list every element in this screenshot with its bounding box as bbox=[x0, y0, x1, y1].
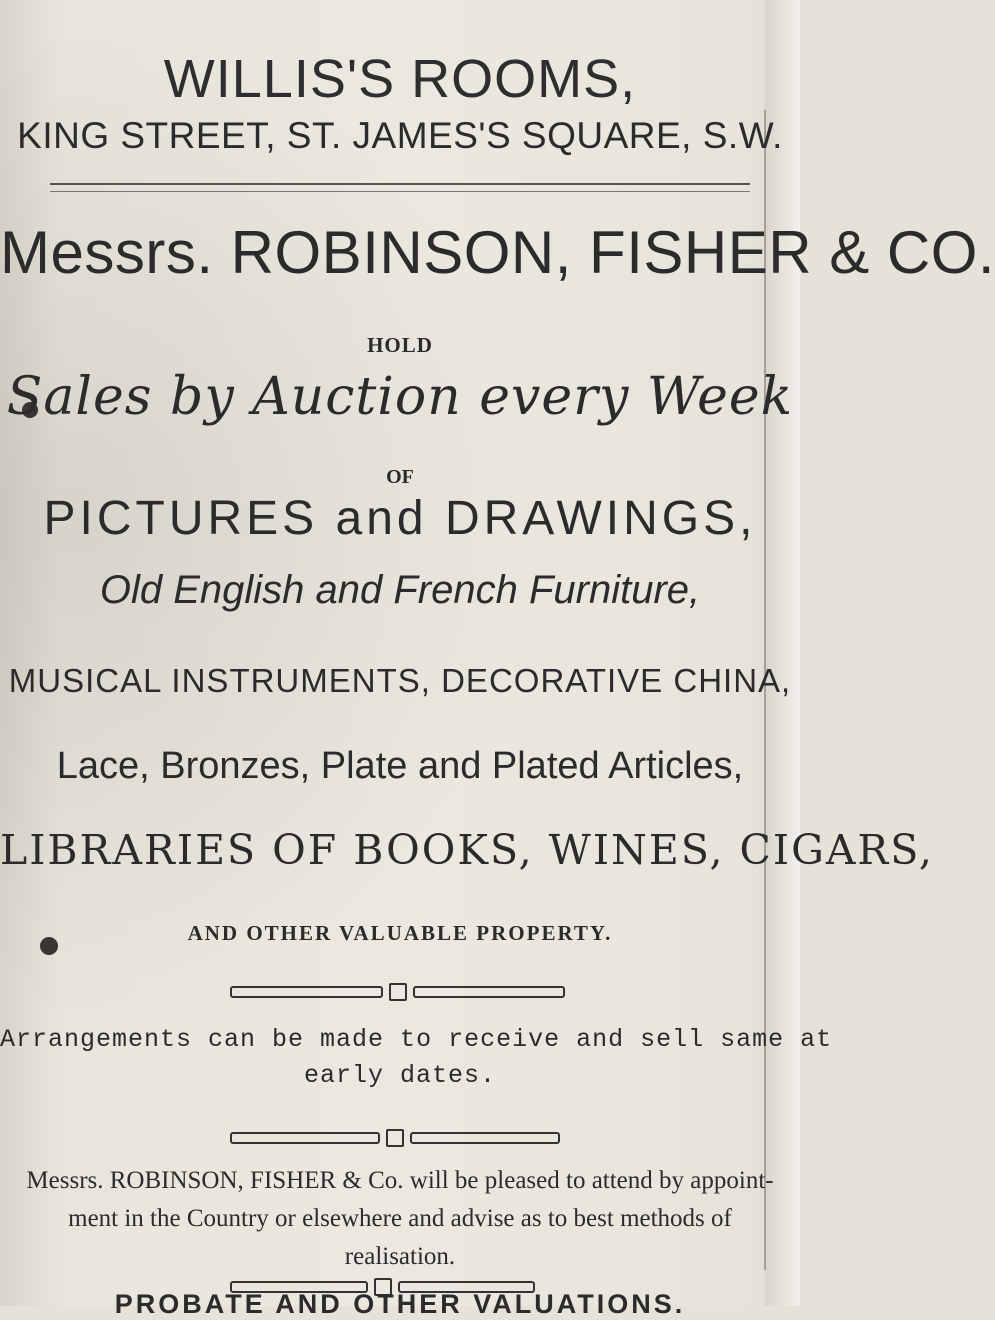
musical-line: MUSICAL INSTRUMENTS, DECORATIVE CHINA, bbox=[8, 662, 792, 699]
venue-title: WILLIS'S ROOMS, bbox=[163, 49, 637, 109]
hold-label: HOLD bbox=[367, 333, 433, 357]
furniture-line: Old English and French Furniture, bbox=[99, 568, 701, 612]
country-line-2: ment in the Country or elsewhere and advise as to best methods of bbox=[68, 1205, 732, 1232]
divider-ornament bbox=[230, 1130, 560, 1146]
divider-ornament bbox=[230, 984, 565, 1000]
page-edge bbox=[765, 0, 800, 1306]
libraries-line: LIBRARIES OF BOOKS, WINES, CIGARS, bbox=[0, 826, 934, 874]
sales-line: Sales by Auction every Week bbox=[6, 367, 794, 427]
other-property-line: AND OTHER VALUABLE PROPERTY. bbox=[187, 921, 613, 945]
firm-name: Messrs. ROBINSON, FISHER & CO. bbox=[0, 219, 995, 286]
country-line-1: Messrs. ROBINSON, FISHER & Co. will be pleased to attend by appoint- bbox=[26, 1167, 774, 1194]
venue-address: KING STREET, ST. JAMES'S SQUARE, S.W. bbox=[17, 115, 783, 156]
pictures-line: PICTURES and DRAWINGS, bbox=[43, 492, 757, 545]
lace-line: Lace, Bronzes, Plate and Plated Articles, bbox=[56, 745, 744, 787]
probate-line: PROBATE AND OTHER VALUATIONS. bbox=[114, 1289, 686, 1319]
arrangements-line-1: Arrangements can be made to receive and sell same at bbox=[0, 1025, 833, 1054]
of-label: OF bbox=[386, 466, 414, 488]
arrangements-line-2: early dates. bbox=[303, 1061, 497, 1090]
double-rule bbox=[50, 183, 750, 192]
country-line-3: realisation. bbox=[344, 1243, 456, 1270]
